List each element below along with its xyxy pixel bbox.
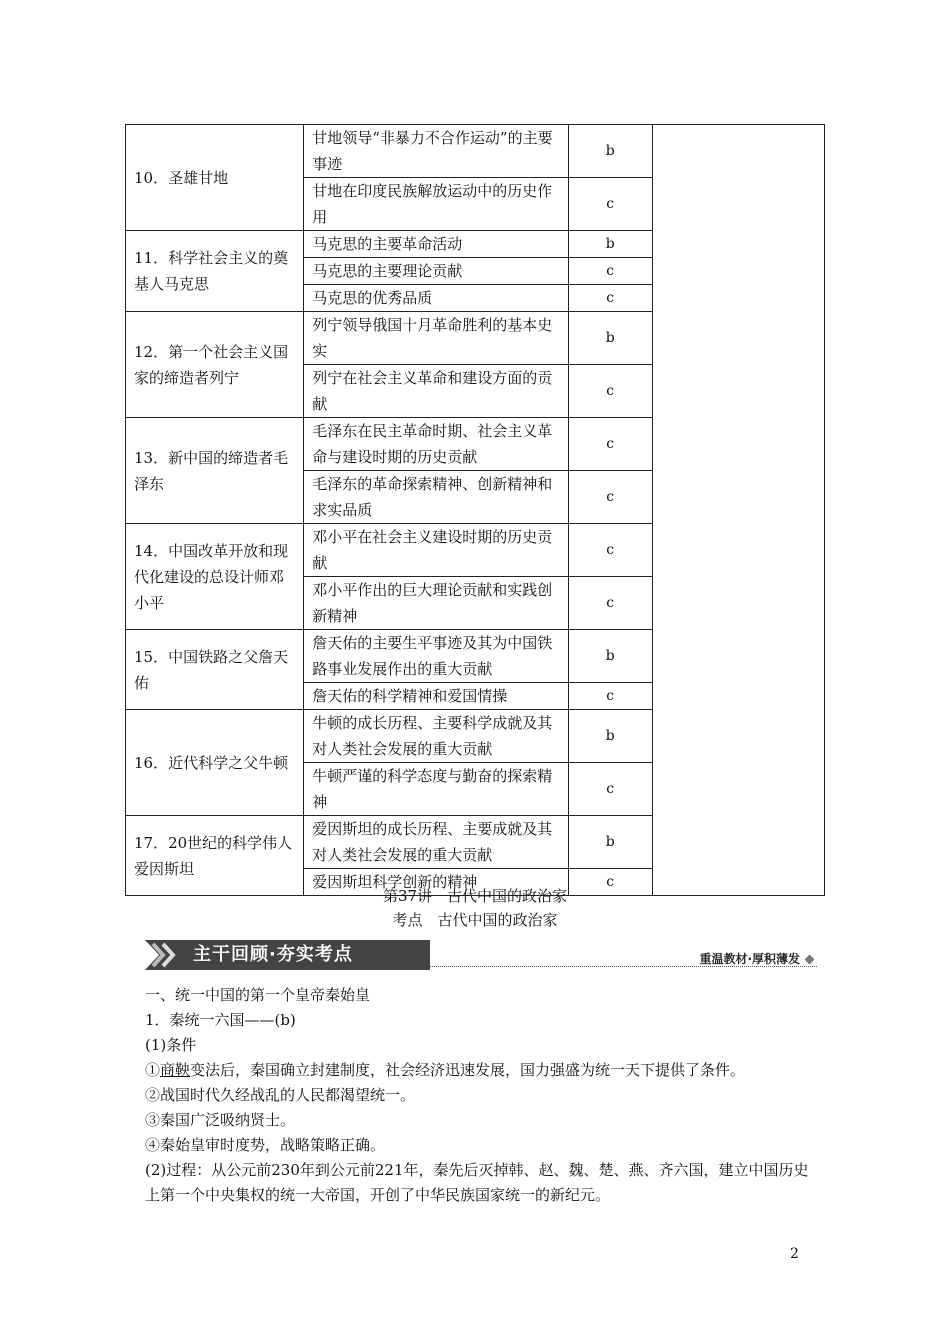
level-cell: c — [568, 577, 652, 630]
topic-cell: 11．科学社会主义的奠基人马克思 — [126, 231, 304, 312]
banner-right-text: 重温教材·厚积薄发 — [699, 952, 800, 966]
table-row — [126, 125, 825, 178]
level-cell: c — [568, 471, 652, 524]
point-cell: 列宁领导俄国十月革命胜利的基本史实 — [304, 312, 568, 365]
sub-heading: 1．秦统一六国——(b) — [145, 1011, 296, 1029]
kaodian-title-text: 考点 古代中国的政治家 — [392, 911, 558, 929]
level-cell: c — [568, 869, 652, 896]
level-cell: c — [568, 285, 652, 312]
section-heading: 一、统一中国的第一个皇帝秦始皇 — [145, 986, 371, 1004]
level-cell: b — [568, 630, 652, 683]
point-cell: 毛泽东在民主革命时期、社会主义革命与建设时期的历史贡献 — [304, 418, 568, 471]
diamond-icon — [805, 955, 815, 965]
point-cell: 毛泽东的革命探索精神、创新精神和求实品质 — [304, 471, 568, 524]
kaodian-title — [0, 909, 950, 931]
point-cell: 邓小平作出的巨大理论贡献和实践创新精神 — [304, 577, 568, 630]
exam-outline-table — [125, 124, 825, 896]
topic-cell: 13．新中国的缔造者毛泽东 — [126, 418, 304, 524]
topic-cell: 14．中国改革开放和现代化建设的总设计师邓小平 — [126, 524, 304, 630]
banner-left-text: 主干回顾·夯实考点 — [193, 944, 353, 965]
page-number: 2 — [790, 1246, 799, 1262]
point-cell: 马克思的主要革命活动 — [304, 231, 568, 258]
topic-cell: 12．第一个社会主义国家的缔造者列宁 — [126, 312, 304, 418]
conditions-heading: (1)条件 — [145, 1036, 197, 1054]
level-cell: c — [568, 683, 652, 710]
level-cell: b — [568, 125, 652, 178]
level-cell: b — [568, 312, 652, 365]
point-cell: 列宁在社会主义革命和建设方面的贡献 — [304, 365, 568, 418]
blank-column-cell — [652, 125, 824, 896]
point-cell: 邓小平在社会主义建设时期的历史贡献 — [304, 524, 568, 577]
point-cell: 牛顿的成长历程、主要科学成就及其对人类社会发展的重大贡献 — [304, 710, 568, 763]
condition-marker: ① — [145, 1061, 161, 1079]
condition-item: ②战国时代久经战乱的人民都渴望统一。 — [145, 1086, 416, 1104]
level-cell: c — [568, 365, 652, 418]
topic-cell: 15．中国铁路之父詹天佑 — [126, 630, 304, 710]
lecture-title-text: 第37讲 古代中国的政治家 — [382, 887, 568, 905]
level-cell: c — [568, 418, 652, 471]
level-cell: c — [568, 178, 652, 231]
level-cell: c — [568, 763, 652, 816]
level-cell: c — [568, 524, 652, 577]
lecture-title — [0, 885, 950, 907]
section-banner — [145, 938, 817, 972]
topic-cell: 10．圣雄甘地 — [126, 125, 304, 231]
topic-cell: 17．20世纪的科学伟人爱因斯坦 — [126, 816, 304, 896]
point-cell: 马克思的优秀品质 — [304, 285, 568, 312]
process-paragraph: (2)过程：从公元前230年到公元前221年，秦先后灭掉韩、赵、魏、楚、燕、齐六国，建立中国历史上第一个中央集权的统一大帝国，开创了中华民族国家统一的新纪元。 — [145, 1161, 809, 1204]
point-cell: 爱因斯坦的成长历程、主要成就及其对人类社会发展的重大贡献 — [304, 816, 568, 869]
level-cell: c — [568, 258, 652, 285]
double-chevron-icon — [147, 940, 183, 970]
condition-item — [145, 1058, 815, 1083]
condition-text: 变法后，秦国确立封建制度，社会经济迅速发展，国力强盛为统一天下提供了条件。 — [190, 1061, 746, 1079]
point-cell: 牛顿严谨的科学态度与勤奋的探索精神 — [304, 763, 568, 816]
level-cell: b — [568, 231, 652, 258]
point-cell: 甘地领导“非暴力不合作运动”的主要事迹 — [304, 125, 568, 178]
level-cell: b — [568, 816, 652, 869]
point-cell: 詹天佑的主要生平事迹及其为中国铁路事业发展作出的重大贡献 — [304, 630, 568, 683]
body-text — [145, 983, 815, 1208]
point-cell: 马克思的主要理论贡献 — [304, 258, 568, 285]
underlined-term: 商鞅 — [160, 1061, 191, 1079]
level-cell: b — [568, 710, 652, 763]
topic-cell: 16．近代科学之父牛顿 — [126, 710, 304, 816]
point-cell: 爱因斯坦科学创新的精神 — [304, 869, 568, 896]
point-cell: 詹天佑的科学精神和爱国情操 — [304, 683, 568, 710]
condition-item: ④秦始皇审时度势，战略策略正确。 — [145, 1136, 386, 1154]
banner-right-group — [699, 950, 813, 967]
point-cell: 甘地在印度民族解放运动中的历史作用 — [304, 178, 568, 231]
condition-item: ③秦国广泛吸纳贤士。 — [145, 1111, 296, 1129]
